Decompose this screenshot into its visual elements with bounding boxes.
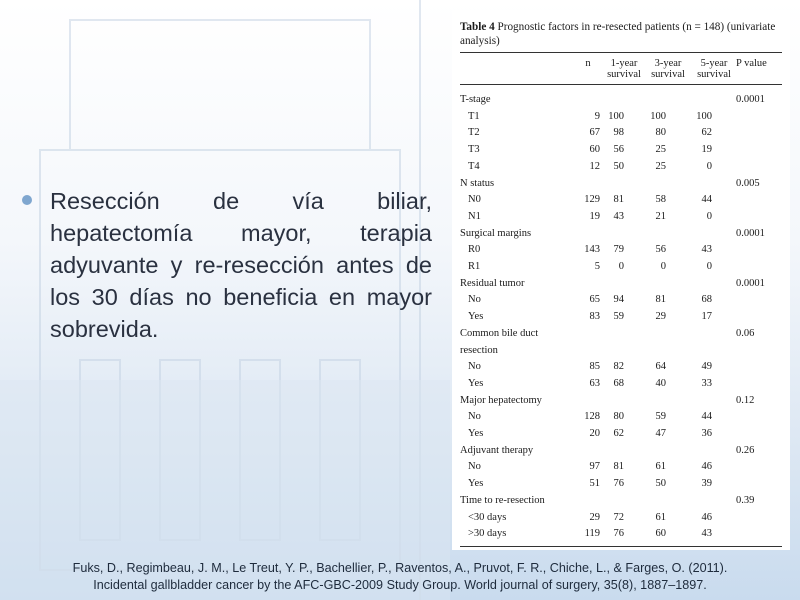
row-label: T3 — [468, 144, 480, 156]
cell-n: 19 — [589, 210, 600, 222]
cell-pvalue: 0.06 — [736, 327, 755, 339]
cell-3year: 59 — [655, 411, 666, 423]
cell-5year: 100 — [696, 110, 712, 122]
cell-3year: 80 — [655, 127, 666, 139]
cell-1year: 76 — [613, 478, 624, 490]
row-label: Common bile duct — [460, 327, 539, 339]
row-label: R1 — [468, 261, 481, 272]
cell-3year: 81 — [655, 294, 666, 306]
cell-1year: 43 — [613, 210, 624, 222]
table-row — [452, 460, 790, 474]
table-row — [452, 193, 790, 207]
table-row — [452, 260, 790, 274]
prognostic-factors-table — [452, 10, 790, 550]
table-row — [452, 344, 790, 358]
cell-5year: 49 — [701, 361, 712, 373]
table-row — [452, 327, 790, 341]
cell-5year: 62 — [701, 127, 712, 139]
row-label: R0 — [468, 244, 481, 256]
cell-3year: 40 — [655, 377, 666, 389]
table-caption — [460, 20, 782, 48]
cell-3year: 25 — [655, 144, 666, 156]
cell-1year: 0 — [618, 261, 624, 272]
cell-n: 12 — [589, 160, 600, 172]
citation-line-1: Fuks, D., Regimbeau, J. M., Le Treut, Y. P., Bachellier, P., Raventos, A., Pruvot, F. R., Chiche, L., & Farges, O. (2011). — [72, 561, 728, 575]
cell-5year: 0 — [706, 160, 712, 172]
table-row — [452, 243, 790, 257]
table-row — [452, 527, 790, 541]
header-1year: 1-year survival — [607, 58, 641, 80]
cell-3year: 64 — [655, 361, 666, 373]
cell-5year: 33 — [701, 377, 712, 389]
cell-5year: 68 — [701, 294, 712, 306]
cell-n: 20 — [589, 428, 600, 439]
row-label: No — [468, 361, 481, 373]
row-label: Yes — [468, 311, 484, 323]
cell-1year: 72 — [613, 511, 624, 523]
row-label: Yes — [468, 428, 484, 439]
table-caption-number: Table 4 — [460, 21, 495, 33]
cell-3year: 100 — [650, 110, 666, 122]
cell-5year: 44 — [701, 411, 712, 423]
header-3year: 3-year survival — [651, 58, 685, 80]
citation — [0, 560, 800, 594]
table-caption-text: Prognostic factors in re-resected patients (n = 148) (univariate analysis) — [460, 21, 776, 47]
header-pvalue: P value — [736, 58, 767, 69]
cell-n: 29 — [589, 511, 600, 523]
cell-n: 9 — [594, 110, 600, 122]
cell-1year: 79 — [613, 244, 624, 256]
table-row — [452, 477, 790, 491]
row-label: <30 days — [468, 511, 507, 523]
table-row — [452, 93, 790, 107]
table-top-rule — [460, 52, 782, 53]
cell-1year: 80 — [613, 411, 624, 423]
cell-3year: 47 — [655, 428, 666, 439]
row-label: T1 — [468, 110, 480, 122]
row-label: T-stage — [460, 94, 491, 105]
cell-1year: 94 — [613, 294, 624, 306]
cell-n: 143 — [584, 244, 600, 256]
table-row — [452, 511, 790, 525]
cell-n: 97 — [589, 461, 600, 473]
cell-5year: 0 — [706, 210, 712, 222]
cell-1year: 56 — [613, 144, 624, 156]
cell-3year: 61 — [655, 461, 666, 473]
table-row — [452, 410, 790, 424]
table-row — [452, 126, 790, 140]
row-label: No — [468, 411, 481, 423]
table-row — [452, 427, 790, 441]
table-row — [452, 444, 790, 458]
table-row — [452, 394, 790, 408]
cell-pvalue: 0.12 — [736, 394, 755, 406]
table-row — [452, 177, 790, 191]
cell-1year: 50 — [613, 160, 624, 172]
cell-1year: 100 — [608, 110, 624, 122]
cell-3year: 56 — [655, 244, 666, 256]
cell-3year: 61 — [655, 511, 666, 523]
table-row — [452, 160, 790, 174]
cell-n: 129 — [584, 194, 600, 206]
row-label: T2 — [468, 127, 480, 139]
row-label: Yes — [468, 478, 484, 490]
cell-3year: 0 — [660, 261, 666, 272]
header-5year: 5-year survival — [697, 58, 731, 80]
cell-5year: 36 — [701, 428, 712, 439]
cell-n: 63 — [589, 377, 600, 389]
table-row — [452, 494, 790, 508]
cell-1year: 62 — [613, 428, 624, 439]
cell-5year: 46 — [701, 461, 712, 473]
cell-5year: 39 — [701, 478, 712, 490]
table-row — [452, 110, 790, 124]
table-header-rule — [460, 84, 782, 85]
cell-pvalue: 0.0001 — [736, 94, 765, 105]
cell-pvalue: 0.005 — [736, 177, 760, 189]
row-label: No — [468, 461, 481, 473]
cell-5year: 43 — [701, 528, 712, 540]
cell-3year: 21 — [655, 210, 666, 222]
cell-1year: 59 — [613, 311, 624, 323]
cell-1year: 98 — [613, 127, 624, 139]
row-label: Surgical margins — [460, 227, 532, 239]
cell-5year: 17 — [701, 311, 712, 323]
cell-pvalue: 0.26 — [736, 444, 755, 456]
cell-n: 128 — [584, 411, 600, 423]
cell-5year: 44 — [701, 194, 712, 206]
cell-5year: 0 — [706, 261, 712, 272]
table-bottom-rule — [460, 546, 782, 547]
cell-pvalue: 0.0001 — [736, 227, 765, 239]
cell-pvalue: 0.39 — [736, 494, 755, 506]
cell-3year: 50 — [655, 478, 666, 490]
row-label: Time to re-resection — [460, 494, 545, 506]
cell-pvalue: 0.0001 — [736, 277, 765, 289]
cell-1year: 82 — [613, 361, 624, 373]
row-label: T4 — [468, 160, 480, 172]
cell-1year: 68 — [613, 377, 624, 389]
cell-5year: 46 — [701, 511, 712, 523]
table-row — [452, 227, 790, 241]
row-label: N1 — [468, 210, 481, 222]
table-row — [452, 377, 790, 391]
table-row — [452, 143, 790, 157]
table-row — [452, 360, 790, 374]
cell-n: 5 — [594, 261, 600, 272]
cell-3year: 60 — [655, 528, 666, 540]
cell-1year: 76 — [613, 528, 624, 540]
cell-1year: 81 — [613, 194, 624, 206]
table-row — [452, 310, 790, 324]
bullet-text: Resección de vía biliar, hepatectomía mayor, terapia adyuvante y re-resección antes de los 30 días no beneficia en mayor sobrevida. — [50, 188, 432, 342]
cell-5year: 19 — [701, 144, 712, 156]
table-row — [452, 210, 790, 224]
cell-5year: 43 — [701, 244, 712, 256]
cell-n: 67 — [589, 127, 600, 139]
cell-n: 85 — [589, 361, 600, 373]
row-label: Adjuvant therapy — [460, 444, 534, 456]
cell-n: 51 — [589, 478, 600, 490]
row-label: resection — [460, 344, 498, 356]
citation-line-2: Incidental gallbladder cancer by the AFC-GBC-2009 Study Group. World journal of surgery, 35(8), 1887–1897. — [93, 578, 707, 592]
cell-n: 83 — [589, 311, 600, 323]
row-label: Yes — [468, 377, 484, 389]
cell-n: 60 — [589, 144, 600, 156]
bullet-point — [22, 185, 432, 345]
header-n: n — [585, 58, 591, 69]
row-label: No — [468, 294, 481, 306]
row-label: Major hepatectomy — [460, 394, 542, 406]
row-label: Residual tumor — [460, 277, 525, 289]
cell-n: 119 — [584, 528, 600, 540]
row-label: >30 days — [468, 528, 507, 540]
cell-3year: 58 — [655, 194, 666, 206]
table-row — [452, 293, 790, 307]
cell-1year: 81 — [613, 461, 624, 473]
table-row — [452, 277, 790, 291]
cell-n: 65 — [589, 294, 600, 306]
bullet-dot-icon — [22, 195, 32, 205]
row-label: N0 — [468, 194, 481, 206]
row-label: N status — [460, 177, 495, 189]
cell-3year: 25 — [655, 160, 666, 172]
cell-3year: 29 — [655, 311, 666, 323]
